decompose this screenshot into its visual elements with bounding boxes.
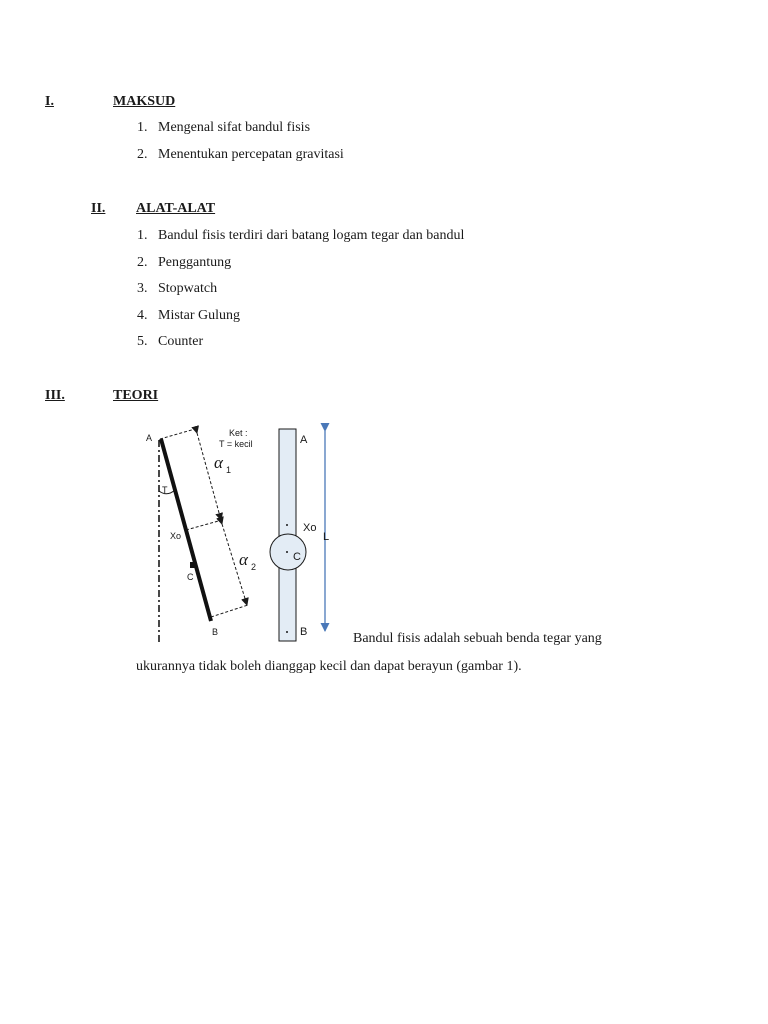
pivot-point [286, 524, 288, 526]
ket-label: Ket : [229, 428, 248, 438]
center-mass-marker [190, 562, 196, 568]
list-item: Stopwatch [158, 281, 218, 296]
list-item-number: 1. [137, 120, 148, 135]
center-point [286, 551, 288, 553]
list-item-number: 5. [137, 334, 148, 349]
list-item-number: 3. [137, 281, 148, 296]
projection-line [211, 605, 248, 617]
list-item-number: 1. [137, 228, 148, 243]
label-xo: Xo [170, 531, 182, 541]
section-2-numeral: II. [91, 201, 106, 216]
list-item: Bandul fisis terdiri dari batang logam tegar dan bandul [158, 228, 465, 243]
rod-label-a: A [300, 434, 308, 446]
list-item: Menentukan percepatan gravitasi [158, 147, 344, 162]
list-item: Counter [158, 334, 204, 349]
list-item-number: 2. [137, 147, 148, 162]
rod-label-xo: Xo [303, 522, 317, 534]
list-item: Mengenal sifat bandul fisis [158, 120, 311, 135]
section-3-numeral: III. [45, 388, 65, 403]
list-item-number: 4. [137, 308, 148, 323]
label-c: C [187, 572, 194, 582]
label-t: T [162, 485, 168, 495]
section-2-title: ALAT-ALAT [136, 201, 216, 216]
theory-paragraph-line-2: ukurannya tidak boleh dianggap kecil dan dapat berayun (gambar 1). [136, 659, 522, 674]
section-3-title: TEORI [113, 388, 159, 403]
label-a: A [146, 433, 153, 443]
theory-paragraph-line-1: Bandul fisis adalah sebuah benda tegar yang [353, 631, 602, 646]
list-item-number: 2. [137, 255, 148, 270]
projection-line [186, 520, 222, 530]
list-item: Penggantung [158, 255, 232, 270]
section-1-title: MAKSUD [113, 94, 176, 109]
section-1-numeral: I. [45, 94, 54, 109]
alpha1-dimension-arrow [197, 433, 221, 520]
alpha1-subscript: 1 [226, 465, 232, 475]
end-point [286, 631, 288, 633]
label-b: B [212, 627, 219, 637]
alpha2-symbol: α [239, 550, 248, 569]
projection-line [160, 429, 195, 439]
alpha2-subscript: 2 [251, 562, 257, 572]
list-item: Mistar Gulung [158, 308, 241, 323]
ket-description: T = kecil [219, 439, 253, 449]
rod-label-l: L [323, 531, 330, 543]
rod-label-b: B [300, 626, 308, 638]
rod-label-c: C [293, 551, 301, 563]
alpha1-symbol: α [214, 453, 223, 472]
